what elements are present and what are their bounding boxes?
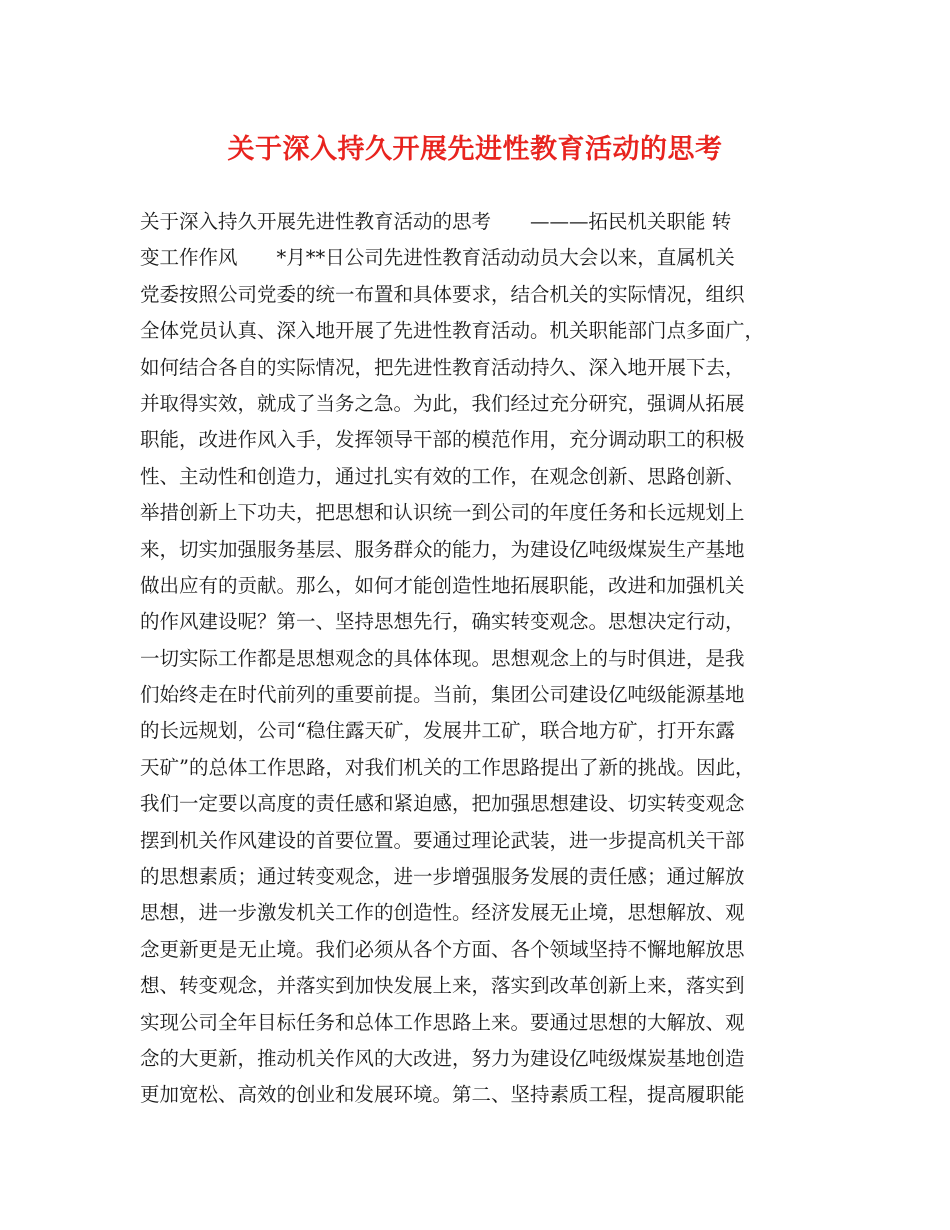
body-line: 党委按照公司党委的统一布置和具体要求，结合机关的实际情况，组织 [140,282,745,306]
body-line: 更加宽松、高效的创业和发展环境。第二、坚持素质工程，提高履职能 [140,1083,745,1107]
body-line: 想、转变观念，并落实到加快发展上来，落实到改革创新上来，落实到 [140,974,745,998]
body-line: 思想，进一步激发机关工作的创造性。经济发展无止境，思想解放、观 [140,901,745,925]
body-line: 职能，改进作风入手，发挥领导干部的模范作用，充分调动职工的积极 [140,428,745,452]
body-line: 摆到机关作风建设的首要位置。要通过理论武装，进一步提高机关干部 [140,828,745,852]
body-line: 关于深入持久开展先进性教育活动的思考 ———拓民机关职能 转 [140,210,732,233]
body-line: 们始终走在时代前列的重要前提。当前，集团公司建设亿吨级能源基地 [140,683,745,707]
body-line: 举措创新上下功夫，把思想和认识统一到公司的年度任务和长远规划上 [140,501,745,525]
body-line: 的长远规划，公司“稳住露天矿，发展井工矿，联合地方矿，打开东露 [140,719,735,743]
body-line: 变工作作风 *月**日公司先进性教育活动动员大会以来，直属机关 [140,246,735,270]
body-line: 做出应有的贡献。那么，如何才能创造性地拓展职能，改进和加强机关 [140,573,745,597]
body-line: 来，切实加强服务基层、服务群众的能力，为建设亿吨级煤炭生产基地 [140,537,745,561]
body-line: 天矿”的总体工作思路，对我们机关的工作思路提出了新的挑战。因此， [140,755,755,779]
body-line: 的思想素质；通过转变观念，进一步增强服务发展的责任感；通过解放 [140,865,745,889]
body-line: 的作风建设呢？第一、坚持思想先行，确实转变观念。思想决定行动， [140,610,745,634]
document-body [140,204,820,1114]
body-line: 并取得实效，就成了当务之急。为此，我们经过充分研究，强调从拓展 [140,391,745,415]
body-line: 全体党员认真、深入地开展了先进性教育活动。机关职能部门点多面广， [140,319,765,343]
body-line: 实现公司全年目标任务和总体工作思路上来。要通过思想的大解放、观 [140,1010,745,1034]
body-line: 念的大更新，推动机关作风的大改进，努力为建设亿吨级煤炭基地创造 [140,1046,745,1070]
body-line: 我们一定要以高度的责任感和紧迫感，把加强思想建设、切实转变观念 [140,792,745,816]
body-line: 性、主动性和创造力，通过扎实有效的工作，在观念创新、思路创新、 [140,464,745,488]
body-line: 如何结合各自的实际情况，把先进性教育活动持久、深入地开展下去， [140,355,745,379]
document-title: 关于深入持久开展先进性教育活动的思考 [227,134,723,165]
body-line: 一切实际工作都是思想观念的具体体现。思想观念上的与时俱进，是我 [140,646,745,670]
body-line: 念更新更是无止境。我们必须从各个方面、各个领域坚持不懈地解放思 [140,937,745,961]
